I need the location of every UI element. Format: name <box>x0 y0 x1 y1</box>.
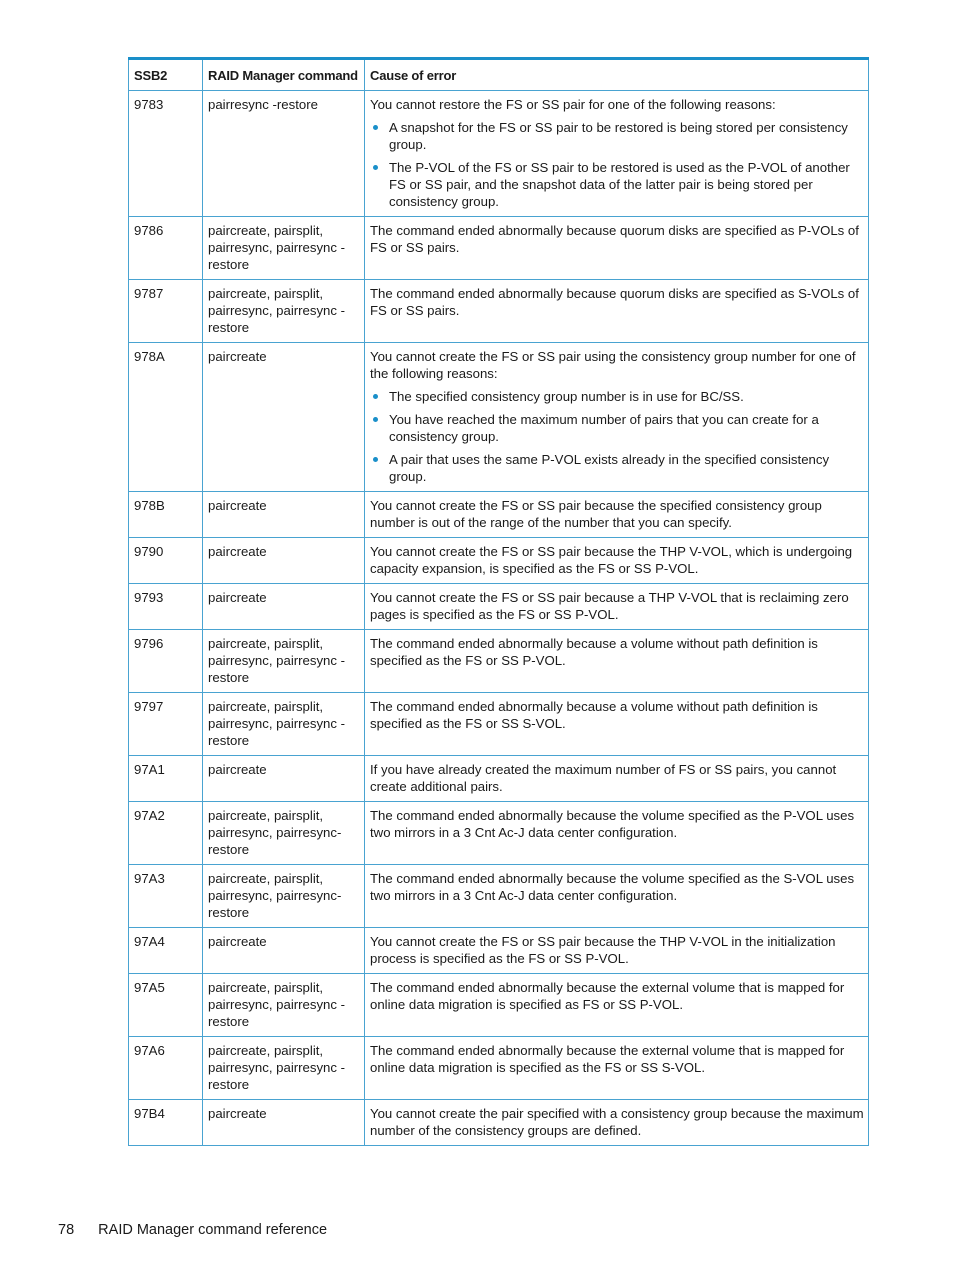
bullet-icon <box>373 394 378 399</box>
raid-manager-command: paircreate, pairsplit, pairresync, pairresync -restore <box>203 217 365 280</box>
table-row <box>129 865 869 928</box>
cause-text: You cannot create the FS or SS pair because the THP V-VOL in the initialization process is specified as the FS or SS P-VOL. <box>370 934 836 966</box>
cause-of-error <box>365 693 869 756</box>
cause-text: You cannot create the FS or SS pair using the consistency group number for one of the following reasons: <box>370 349 856 381</box>
ssb2-error-table <box>128 57 869 1146</box>
page-number: 78 <box>58 1222 75 1238</box>
cause-of-error <box>365 492 869 538</box>
raid-manager-command: paircreate <box>203 343 365 492</box>
ssb2-code: 97A3 <box>129 865 203 928</box>
bullet-icon <box>373 457 378 462</box>
cause-of-error <box>365 756 869 802</box>
bullet-icon <box>373 125 378 130</box>
ssb2-code: 97A2 <box>129 802 203 865</box>
reason-item <box>389 159 864 210</box>
header-ssb2: SSB2 <box>129 59 203 91</box>
reason-item <box>389 119 864 153</box>
cause-text: The command ended abnormally because the external volume that is mapped for online data migration is specified as the FS or SS S-VOL. <box>370 1043 845 1075</box>
reason-list <box>370 119 864 210</box>
cause-of-error <box>365 91 869 217</box>
error-table-container <box>128 57 868 1146</box>
ssb2-code: 9790 <box>129 538 203 584</box>
cause-text: You cannot create the FS or SS pair because a THP V-VOL that is reclaiming zero pages is specified as the FS or SS P-VOL. <box>370 590 849 622</box>
table-row <box>129 630 869 693</box>
page-footer <box>58 1222 327 1238</box>
ssb2-code: 9783 <box>129 91 203 217</box>
reason-list <box>370 388 864 485</box>
ssb2-code: 97A6 <box>129 1037 203 1100</box>
raid-manager-command: paircreate <box>203 756 365 802</box>
cause-text: The command ended abnormally because a volume without path definition is specified as the FS or SS P-VOL. <box>370 636 818 668</box>
cause-text: The command ended abnormally because the volume specified as the P-VOL uses two mirrors in a 3 Cnt Ac-J data center configuration. <box>370 808 855 840</box>
table-row <box>129 928 869 974</box>
table-header-row <box>129 59 869 91</box>
ssb2-code: 9786 <box>129 217 203 280</box>
cause-text: You cannot create the pair specified with a consistency group because the maximum number of the consistency groups are defined. <box>370 1106 864 1138</box>
cause-text: You cannot create the FS or SS pair because the THP V-VOL, which is undergoing capacity expansion, is specified as the FS or SS P-VOL. <box>370 544 853 576</box>
reason-text: The P-VOL of the FS or SS pair to be restored is used as the P-VOL of another FS or SS pair, and the snapshot data of the latter pair is being stored per consistency group. <box>389 160 850 209</box>
table-row <box>129 217 869 280</box>
cause-of-error <box>365 802 869 865</box>
reason-text: A pair that uses the same P-VOL exists already in the specified consistency group. <box>389 452 830 484</box>
raid-manager-command: paircreate <box>203 538 365 584</box>
raid-manager-command: pairresync -restore <box>203 91 365 217</box>
reason-text: The specified consistency group number is in use for BC/SS. <box>389 389 744 404</box>
ssb2-code: 97A4 <box>129 928 203 974</box>
ssb2-code: 97A5 <box>129 974 203 1037</box>
cause-of-error <box>365 280 869 343</box>
ssb2-code: 978A <box>129 343 203 492</box>
table-row <box>129 974 869 1037</box>
reason-text: A snapshot for the FS or SS pair to be restored is being stored per consistency group. <box>389 120 848 152</box>
cause-of-error <box>365 865 869 928</box>
table-row <box>129 1100 869 1146</box>
cause-of-error <box>365 343 869 492</box>
raid-manager-command: paircreate, pairsplit, pairresync, pairresync-restore <box>203 802 365 865</box>
cause-of-error <box>365 928 869 974</box>
table-body <box>129 91 869 1146</box>
table-row <box>129 584 869 630</box>
cause-text: The command ended abnormally because the volume specified as the S-VOL uses two mirrors in a 3 Cnt Ac-J data center configuration. <box>370 871 855 903</box>
table-row <box>129 802 869 865</box>
reason-text: You have reached the maximum number of pairs that you can create for a consistency group. <box>389 412 819 444</box>
table-row <box>129 492 869 538</box>
cause-of-error <box>365 1037 869 1100</box>
table-row <box>129 343 869 492</box>
reason-item <box>389 451 864 485</box>
reason-item <box>389 411 864 445</box>
cause-text: You cannot restore the FS or SS pair for one of the following reasons: <box>370 97 776 112</box>
header-cause-of-error: Cause of error <box>365 59 869 91</box>
ssb2-code: 9787 <box>129 280 203 343</box>
cause-of-error <box>365 538 869 584</box>
cause-of-error <box>365 217 869 280</box>
table-row <box>129 538 869 584</box>
raid-manager-command: paircreate <box>203 928 365 974</box>
ssb2-code: 9793 <box>129 584 203 630</box>
raid-manager-command: paircreate, pairsplit, pairresync, pairresync -restore <box>203 630 365 693</box>
ssb2-code: 9797 <box>129 693 203 756</box>
cause-of-error <box>365 974 869 1037</box>
ssb2-code: 97B4 <box>129 1100 203 1146</box>
bullet-icon <box>373 417 378 422</box>
raid-manager-command: paircreate <box>203 1100 365 1146</box>
cause-of-error <box>365 1100 869 1146</box>
raid-manager-command: paircreate, pairsplit, pairresync, pairresync-restore <box>203 865 365 928</box>
raid-manager-command: paircreate <box>203 584 365 630</box>
table-row <box>129 693 869 756</box>
ssb2-code: 97A1 <box>129 756 203 802</box>
table-row <box>129 280 869 343</box>
raid-manager-command: paircreate, pairsplit, pairresync, pairresync -restore <box>203 693 365 756</box>
ssb2-code: 978B <box>129 492 203 538</box>
cause-text: The command ended abnormally because a volume without path definition is specified as the FS or SS S-VOL. <box>370 699 818 731</box>
cause-of-error <box>365 630 869 693</box>
ssb2-code: 9796 <box>129 630 203 693</box>
cause-text: The command ended abnormally because quorum disks are specified as S-VOLs of FS or SS pairs. <box>370 286 859 318</box>
bullet-icon <box>373 165 378 170</box>
raid-manager-command: paircreate, pairsplit, pairresync, pairresync -restore <box>203 974 365 1037</box>
raid-manager-command: paircreate, pairsplit, pairresync, pairresync -restore <box>203 1037 365 1100</box>
table-row <box>129 1037 869 1100</box>
section-title: RAID Manager command reference <box>98 1222 328 1238</box>
reason-item <box>389 388 864 405</box>
cause-text: You cannot create the FS or SS pair because the specified consistency group number is out of the range of the number that you can specify. <box>370 498 822 530</box>
raid-manager-command: paircreate, pairsplit, pairresync, pairresync -restore <box>203 280 365 343</box>
cause-text: If you have already created the maximum number of FS or SS pairs, you cannot create additional pairs. <box>370 762 837 794</box>
header-raid-manager-command: RAID Manager command <box>203 59 365 91</box>
raid-manager-command: paircreate <box>203 492 365 538</box>
table-row <box>129 91 869 217</box>
cause-of-error <box>365 584 869 630</box>
table-row <box>129 756 869 802</box>
cause-text: The command ended abnormally because quorum disks are specified as P-VOLs of FS or SS pairs. <box>370 223 859 255</box>
cause-text: The command ended abnormally because the external volume that is mapped for online data migration is specified as FS or SS P-VOL. <box>370 980 845 1012</box>
